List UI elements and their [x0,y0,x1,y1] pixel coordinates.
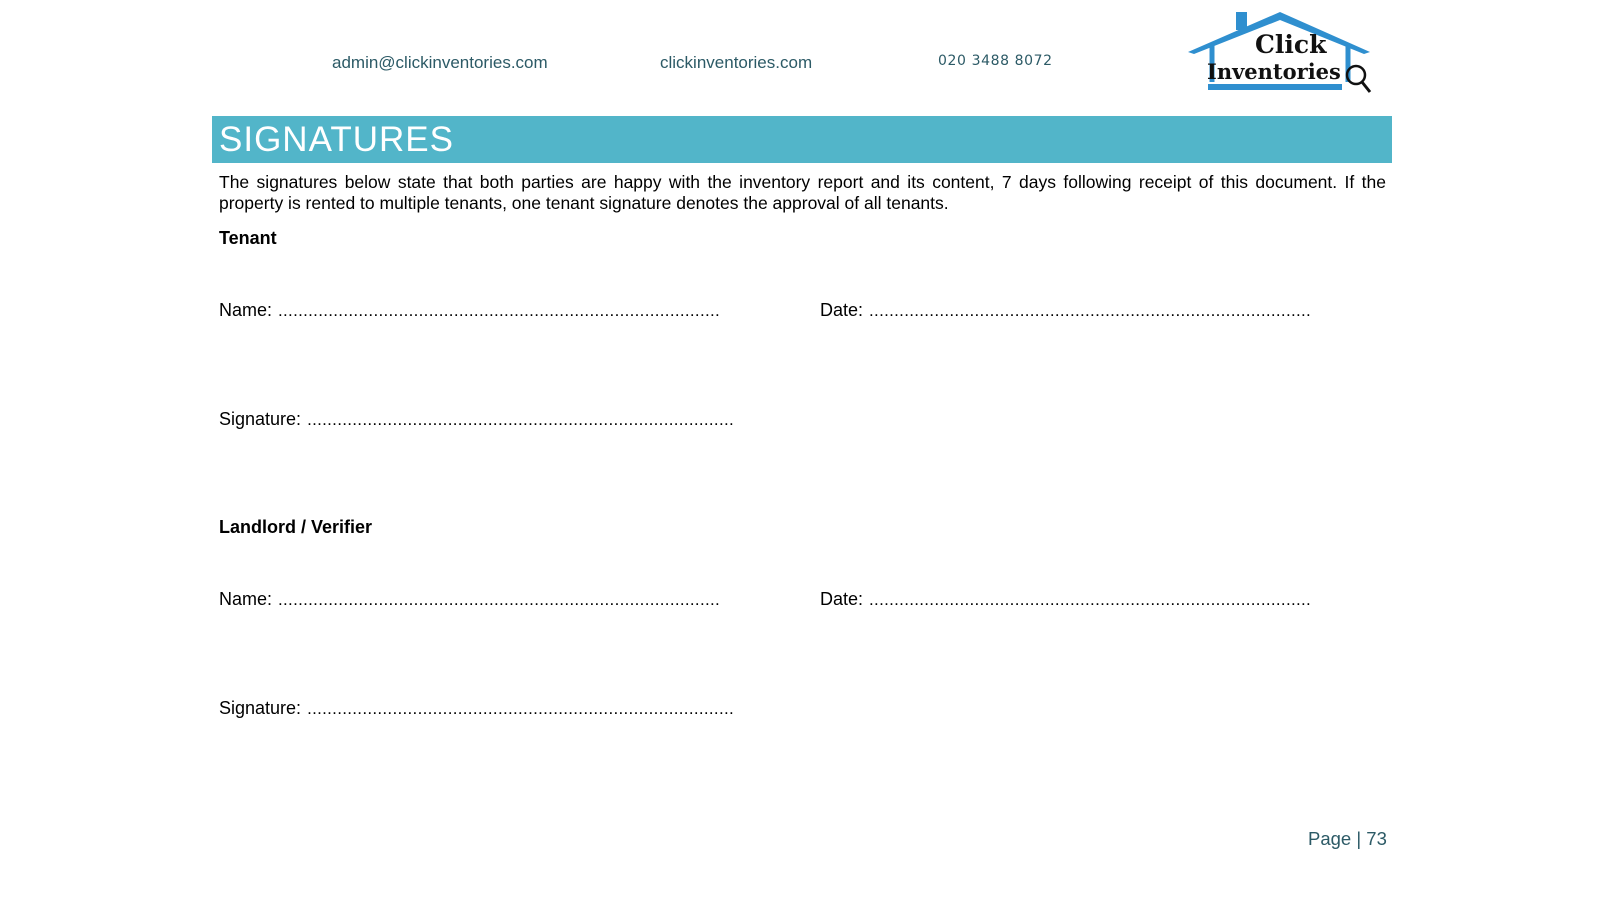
svg-text:Click: Click [1255,30,1327,59]
landlord-date-line: ........................................................................................ [869,590,1312,609]
tenant-heading: Tenant [219,228,277,248]
tenant-name-line: ........................................................................................ [278,301,721,320]
page-number: Page | 73 [1308,828,1387,849]
landlord-signature-line: ..................................................................................... [307,699,735,718]
tenant-date-line: ........................................................................................ [869,301,1312,320]
tenant-name-field [219,300,720,321]
landlord-heading: Landlord / Verifier [219,517,373,537]
landlord-signature-label: Signature: [219,698,302,718]
tenant-date-label: Date: [820,300,864,320]
landlord-date-label: Date: [820,589,864,609]
contact-website: clickinventories.com [660,53,813,72]
contact-phone: 020 3488 8072 [938,53,1053,69]
contact-email: admin@clickinventories.com [332,53,548,72]
intro-paragraph: The signatures below state that both parties are happy with the inventory report and its content, 7 days following receipt of this document. If the property is rented to multiple tenants, one tenant signature denotes the approval of all tenants. [219,172,1386,213]
section-title: SIGNATURES [219,120,454,159]
landlord-date-field [820,589,1311,610]
section-banner [212,116,1392,163]
tenant-signature-field [219,409,734,430]
house-magnifier-logo [1186,8,1372,98]
svg-text:Inventories: Inventories [1207,59,1341,84]
landlord-name-line: ........................................................................................ [278,590,721,609]
tenant-signature-line: ..................................................................................... [307,410,735,429]
tenant-date-field [820,300,1311,321]
tenant-signature-label: Signature: [219,409,302,429]
tenant-name-label: Name: [219,300,273,320]
landlord-name-label: Name: [219,589,273,609]
landlord-name-field [219,589,720,610]
landlord-signature-field [219,698,734,719]
